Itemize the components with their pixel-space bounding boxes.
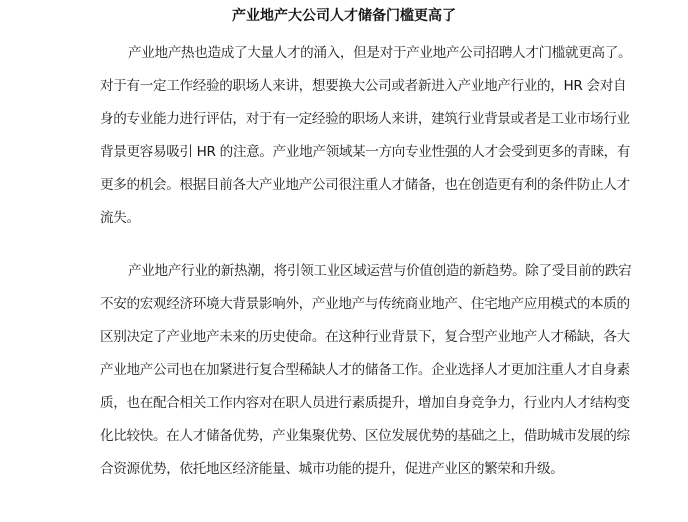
paragraph-line: 对于有一定工作经验的职场人来讲，想要换大公司或者新进入产业地产行业的，HR 会对自 <box>100 78 627 94</box>
paragraph-line: 流失。 <box>100 210 140 226</box>
paragraph-line: 不安的宏观经济环境大背景影响外，产业地产与传统商业地产、住宅地产应用模式的本质的 <box>100 296 630 312</box>
paragraph-line: 更多的机会。根据目前各大产业地产公司很注重人才储备，也在创造更有利的条件防止人才 <box>100 177 630 193</box>
paragraph-line: 产业地产公司也在加紧进行复合型稀缺人才的储备工作。企业选择人才更加注重人才自身素 <box>100 362 630 378</box>
paragraph-line: 合资源优势，依托地区经济能量、城市功能的提升，促进产业区的繁荣和升级。 <box>100 461 564 477</box>
paragraph-line: 区别决定了产业地产未来的历史使命。在这种行业背景下，复合型产业地产人才稀缺，各大 <box>100 329 630 345</box>
paragraph-line: 质，也在配合相关工作内容对在职人员进行素质提升，增加自身竞争力，行业内人才结构变 <box>100 395 630 411</box>
paragraph-line: 背景更容易吸引 HR 的注意。产业地产领域某一方向专业性强的人才会受到更多的青睐，有 <box>100 144 631 160</box>
paragraph-line: 产业地产热也造成了大量人才的涌入，但是对于产业地产公司招聘人才门槛就更高了。 <box>128 45 632 61</box>
paragraph-line: 身的专业能力进行评估，对于有一定经验的职场人来讲，建筑行业背景或者是工业市场行业 <box>100 111 630 127</box>
paragraph-line: 化比较快。在人才储备优势，产业集聚优势、区位发展优势的基础之上，借助城市发展的综 <box>100 428 630 444</box>
article-title: 产业地产大公司人才储备门槛更高了 <box>232 8 456 24</box>
paragraph-line: 产业地产行业的新热潮，将引领工业区域运营与价值创造的新趋势。除了受目前的跌宕 <box>128 263 632 279</box>
